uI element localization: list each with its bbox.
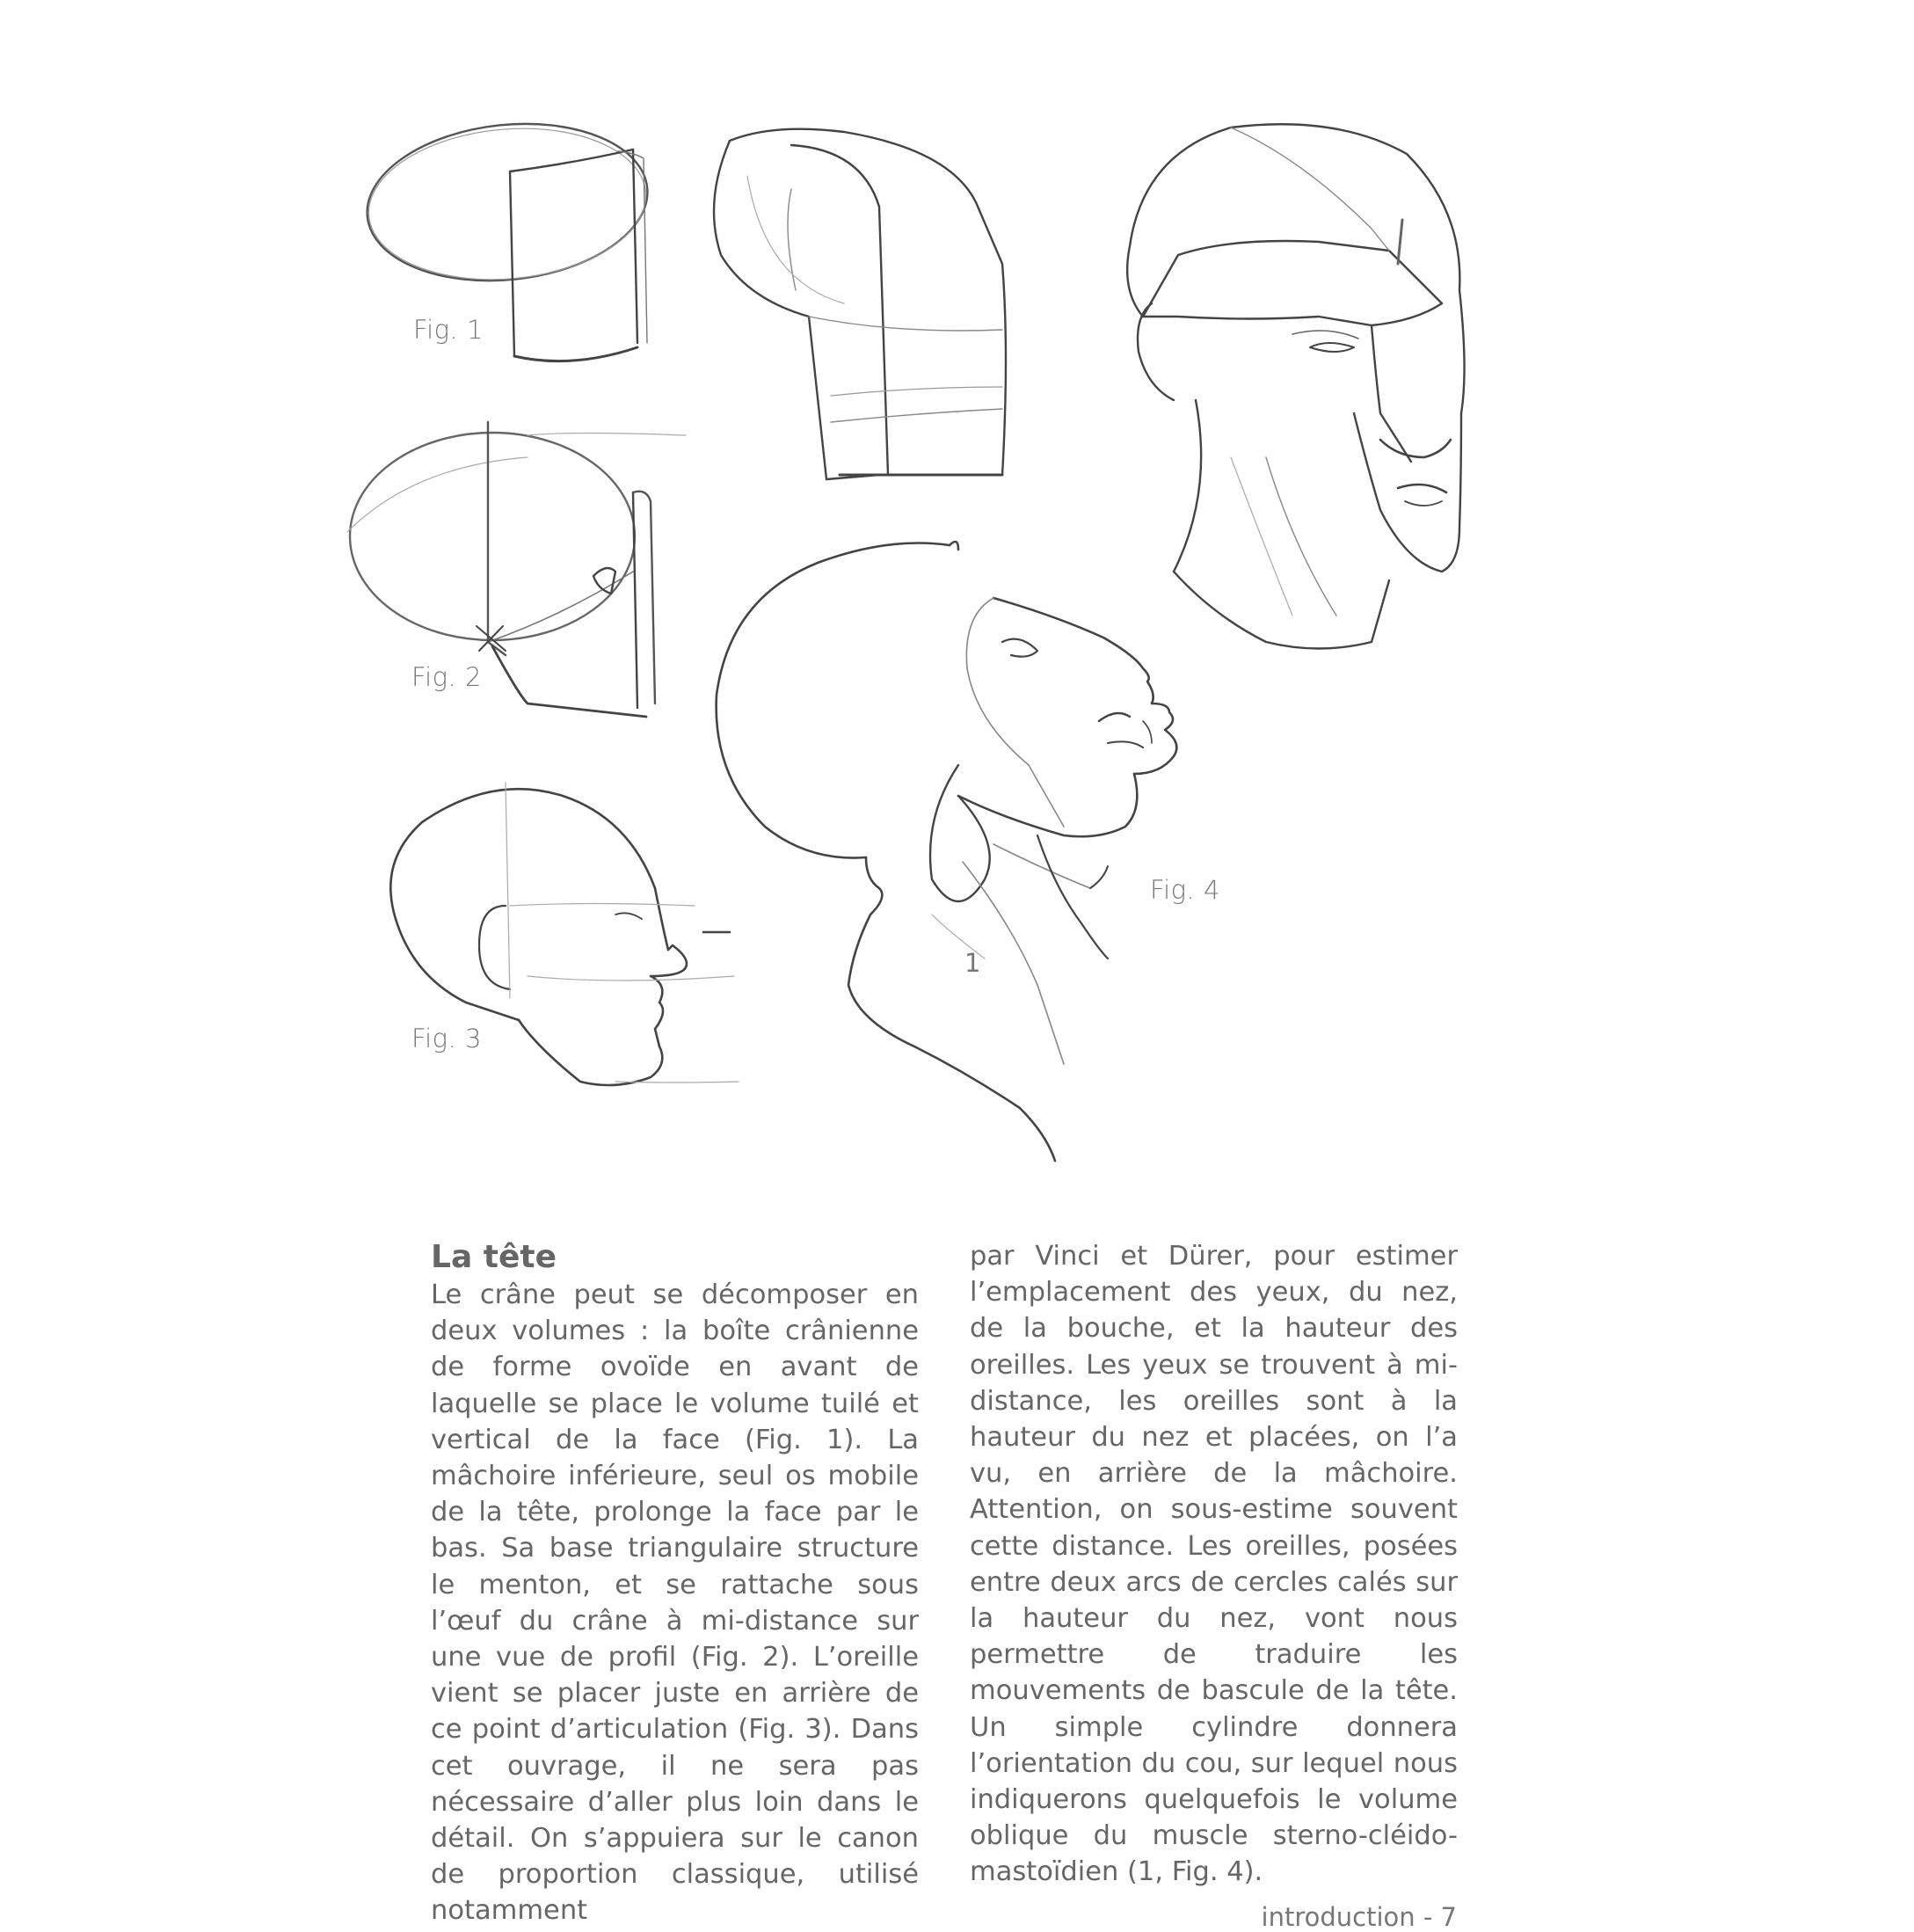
- fig4-drawing: [717, 542, 1177, 1161]
- article-left-text: Le crâne peut se décomposer en deux volumes : la boîte crânienne de forme ovoïde en avant de laquelle se place le volume tuilé et vertical de la face (Fig. 1). La mâchoire inférieure, seul os mobile de la tête, prolonge la face par le bas. Sa base triangulaire structure le menton, et se rattache sous l’œuf du crâne à mi-distance sur une vue de profil (Fig. 2). L’oreille vient se placer juste en arrière de ce point d’articulation (Fig. 3). Dans cet ouvrage, il ne sera pas nécessaire d’aller plus loin dans le détail. On s’appuiera sur le canon de proportion classique, utilisé notamment: [431, 1279, 919, 1927]
- fig1-drawing: [360, 111, 656, 361]
- page-footer: introduction - 7: [1261, 1902, 1457, 1932]
- fig4-label: Fig. 4: [1150, 875, 1220, 905]
- article-right-column: [970, 1238, 1458, 1891]
- fig1-label: Fig. 1: [413, 315, 484, 345]
- three-quarter-head-drawing: [1127, 124, 1464, 648]
- fig2-drawing: [347, 422, 686, 717]
- fig3-label: Fig. 3: [411, 1024, 482, 1053]
- article-left-column: [431, 1238, 919, 1929]
- sterno-muscle-marker: 1: [964, 948, 981, 978]
- fig2-label: Fig. 2: [411, 662, 482, 692]
- article-heading: La tête: [431, 1239, 557, 1275]
- box-head-drawing: [714, 129, 1006, 479]
- article-right-text: par Vinci et Dürer, pour estimer l’emplacement des yeux, du nez, de la bouche, et la hauteur des oreilles. Les yeux se trouvent à mi-distance, les oreilles sont à la hauteur du nez et placées, on l’a vu, en arrière de la mâchoire. Attention, on sous-estime souvent cette distance. Les oreilles, posées entre deux arcs de cercles calés sur la hauteur du nez, vont nous permettre de traduire les mouvements de bascule de la tête. Un simple cylindre donnera l’orientation du cou, sur lequel nous indiquerons quelquefois le volume oblique du muscle sterno-cléido-mastoïdien (1, Fig. 4).: [970, 1241, 1458, 1888]
